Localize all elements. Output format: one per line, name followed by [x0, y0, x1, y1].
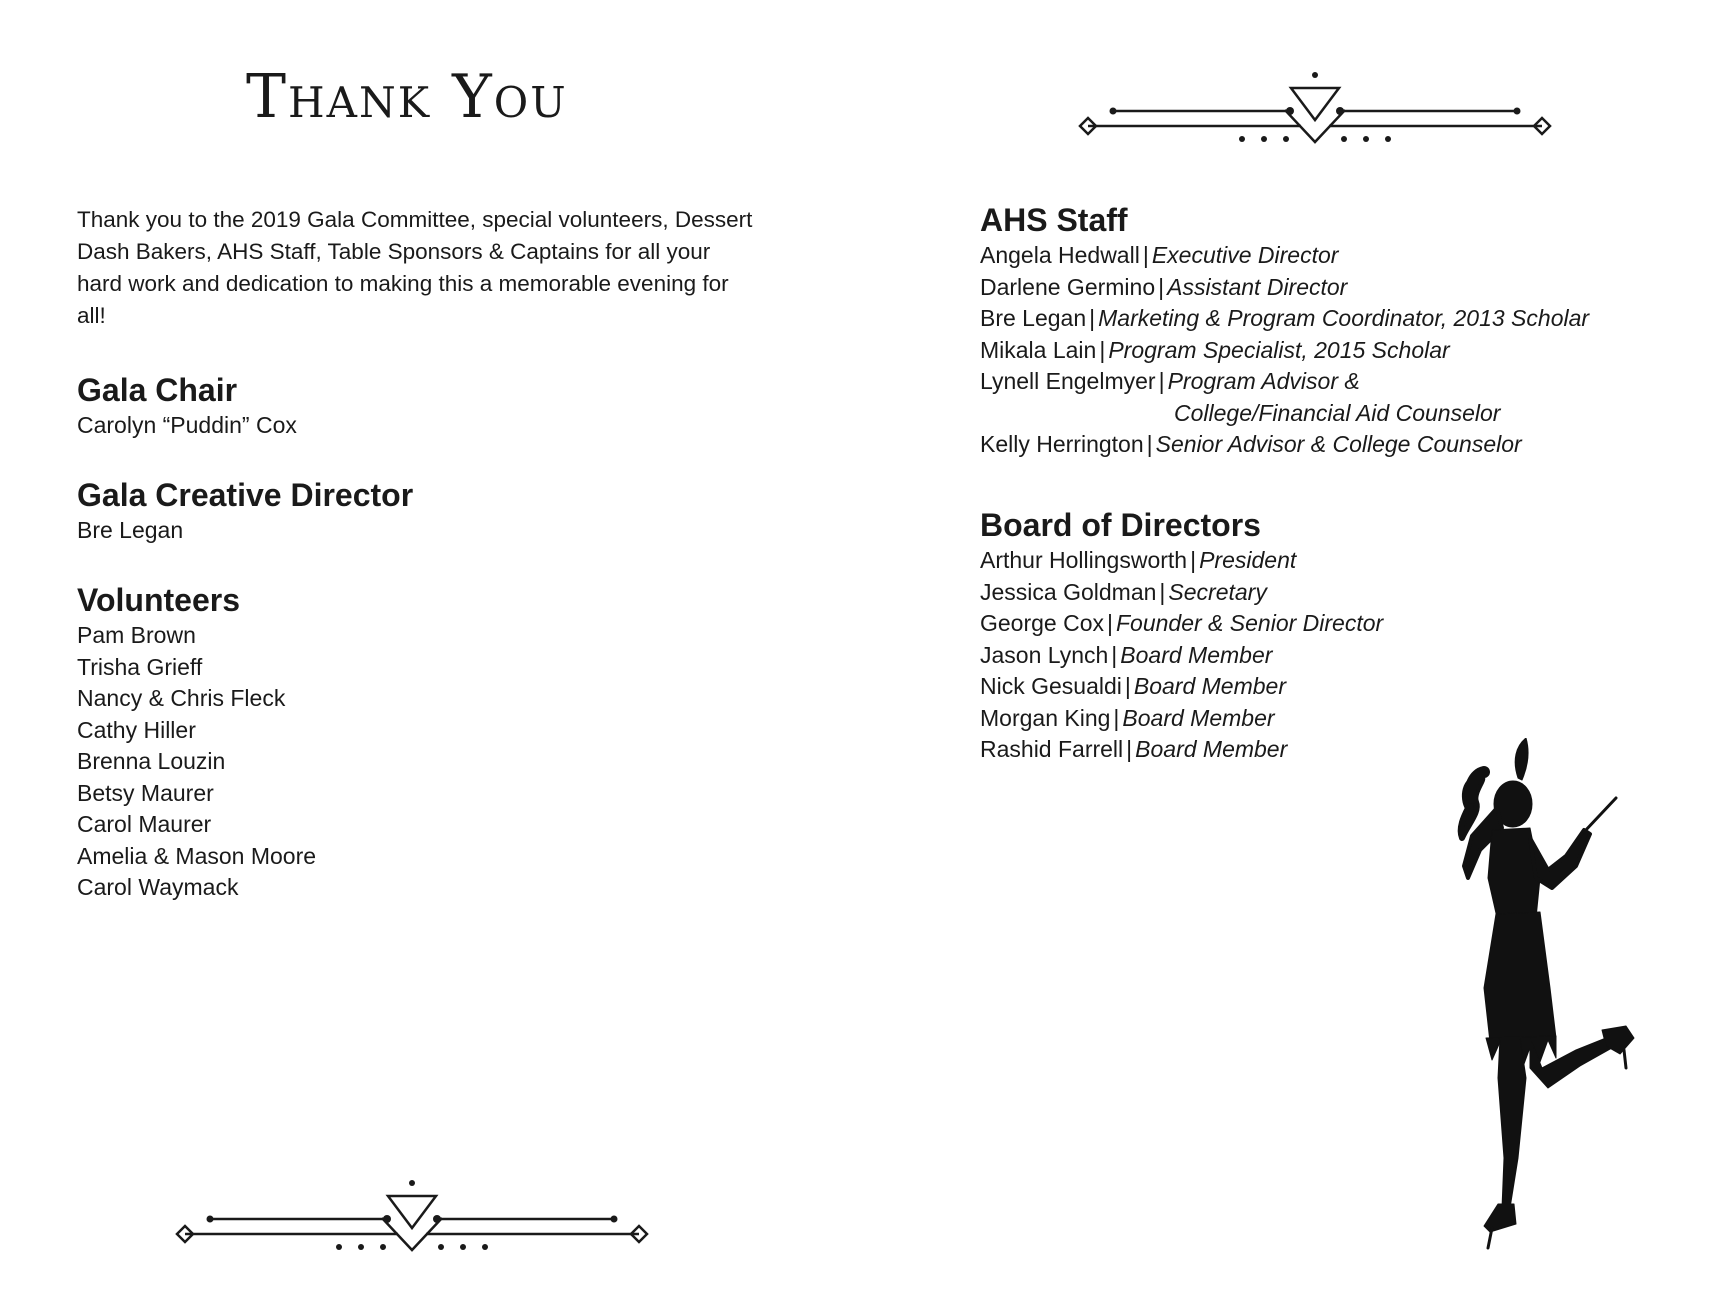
- member-name: Jason Lynch: [980, 641, 1109, 668]
- staff-member: [980, 303, 1589, 335]
- staff-member: [980, 335, 1589, 367]
- separator: |: [1089, 305, 1096, 331]
- board-member: [980, 671, 1383, 703]
- board-member: [980, 640, 1383, 672]
- member-name: George Cox: [980, 610, 1105, 636]
- member-name: Angela Hedwall: [980, 242, 1140, 268]
- flapper-dancer-silhouette-icon: [1380, 738, 1660, 1258]
- gala-chair-name: Carolyn “Puddin” Cox: [77, 412, 297, 438]
- creative-director-name: Bre Legan: [77, 517, 184, 543]
- member-name: Darlene Germino: [980, 273, 1156, 300]
- separator: |: [1126, 736, 1133, 762]
- member-role: Program Advisor &: [1167, 368, 1360, 394]
- volunteer-name: Carol Waymack: [77, 874, 239, 900]
- member-name: Mikala Lain: [980, 336, 1097, 363]
- board-section: [980, 505, 1383, 766]
- member-name: Arthur Hollingsworth: [980, 547, 1188, 573]
- section-heading: Volunteers: [77, 582, 240, 618]
- creative-director-section: [77, 475, 413, 547]
- staff-member: [980, 272, 1589, 304]
- separator: |: [1146, 431, 1153, 457]
- section-heading: AHS Staff: [980, 202, 1128, 238]
- member-name: Bre Legan: [980, 305, 1087, 331]
- separator: |: [1111, 641, 1118, 668]
- member-role: Senior Advisor & College Counselor: [1155, 431, 1522, 457]
- volunteer-name: Brenna Louzin: [77, 748, 226, 774]
- separator: |: [1099, 336, 1106, 363]
- separator: |: [1190, 547, 1197, 573]
- board-member: [980, 608, 1383, 640]
- board-member: [980, 577, 1383, 609]
- volunteer-name: Carol Maurer: [77, 811, 212, 837]
- member-role: Secretary: [1168, 578, 1267, 605]
- section-heading: Gala Chair: [77, 372, 238, 408]
- separator: |: [1124, 673, 1131, 699]
- member-role: Board Member: [1135, 736, 1288, 762]
- volunteer-name: Cathy Hiller: [77, 716, 196, 743]
- page-title: Thank You: [246, 62, 568, 132]
- staff-member: [980, 240, 1589, 272]
- member-role: President: [1199, 547, 1297, 573]
- member-name: Jessica Goldman: [980, 578, 1157, 605]
- member-name: Rashid Farrell: [980, 736, 1124, 762]
- member-role: Executive Director: [1151, 242, 1339, 268]
- staff-section: [980, 200, 1589, 461]
- art-deco-divider-icon: [172, 1178, 652, 1256]
- member-role: Assistant Director: [1167, 273, 1348, 300]
- staff-member: [980, 366, 1589, 398]
- staff-member: [980, 429, 1589, 461]
- member-name: Nick Gesualdi: [980, 673, 1122, 699]
- volunteer-name: Amelia & Mason Moore: [77, 842, 317, 869]
- intro-paragraph: Thank you to the 2019 Gala Committee, special volunteers, Dessert Dash Bakers, AHS Staff, Table Sponsors & Captains for all your hard work and dedication to making this a memorable evening for all!: [77, 207, 753, 328]
- separator: |: [1142, 242, 1149, 268]
- volunteer-name: Trisha Grieff: [77, 653, 203, 680]
- member-role: Marketing & Program Coordinator, 2013 Scholar: [1098, 305, 1590, 331]
- board-member: [980, 545, 1383, 577]
- board-member: [980, 703, 1383, 735]
- board-member: [980, 734, 1383, 766]
- member-role: Founder & Senior Director: [1116, 610, 1384, 636]
- member-role: Board Member: [1120, 641, 1273, 668]
- member-role: Board Member: [1122, 704, 1275, 731]
- member-role: Program Specialist, 2015 Scholar: [1108, 336, 1450, 363]
- separator: |: [1113, 704, 1120, 731]
- volunteer-name: Nancy & Chris Fleck: [77, 685, 286, 711]
- section-heading: Board of Directors: [980, 507, 1261, 543]
- member-name: Morgan King: [980, 704, 1111, 731]
- separator: |: [1107, 610, 1113, 636]
- section-heading: Gala Creative Director: [77, 477, 414, 513]
- separator: |: [1158, 273, 1165, 300]
- member-role: College/Financial Aid Counselor: [1174, 399, 1501, 426]
- separator: |: [1159, 578, 1166, 605]
- volunteers-section: [77, 580, 316, 904]
- separator: |: [1158, 368, 1165, 394]
- staff-member-role-continued: [980, 398, 1589, 430]
- volunteer-name: Pam Brown: [77, 622, 196, 648]
- member-role: Board Member: [1133, 673, 1286, 699]
- gala-chair-section: [77, 370, 297, 442]
- art-deco-divider-icon: [1075, 70, 1555, 148]
- member-name: Kelly Herrington: [980, 431, 1144, 457]
- volunteer-name: Betsy Maurer: [77, 779, 214, 806]
- member-name: Lynell Engelmyer: [980, 368, 1156, 394]
